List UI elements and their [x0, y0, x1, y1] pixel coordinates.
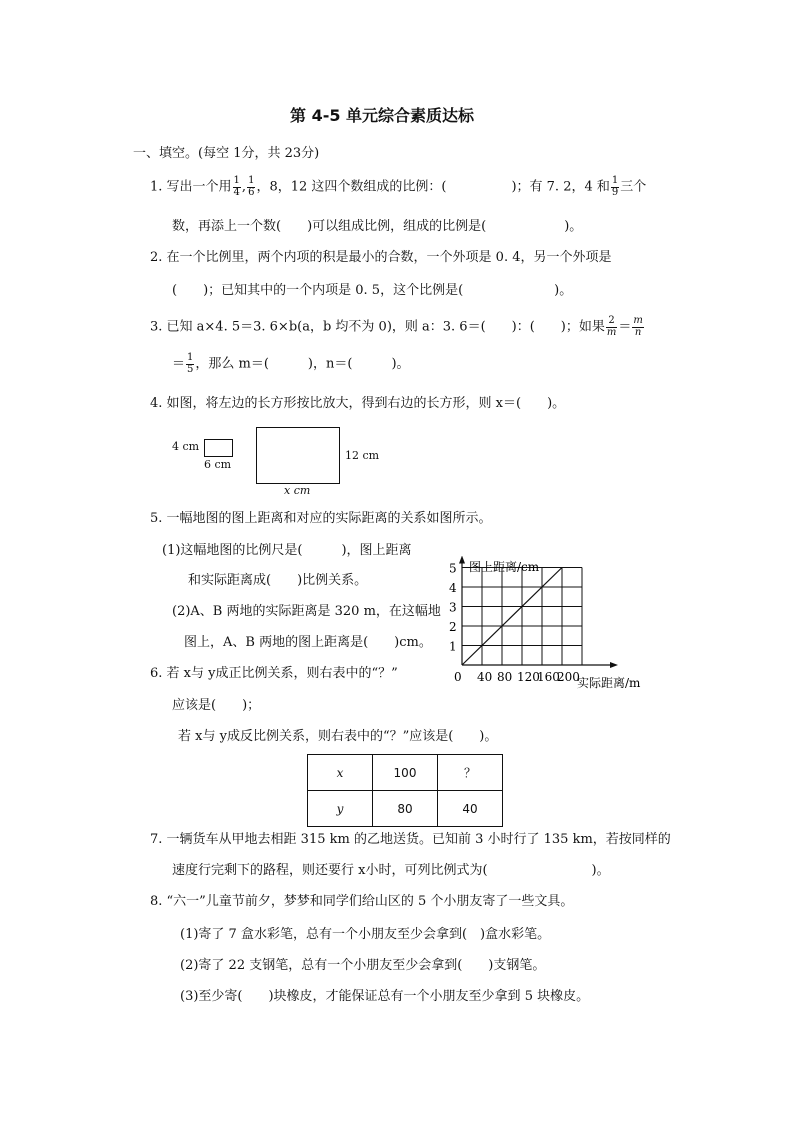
- y-tick-label: 4: [449, 581, 457, 595]
- q3-text-b: ，那么 m＝( )，n＝( )。: [195, 356, 410, 372]
- fraction-one-fifth: $\frac{1}{5}$: [187, 352, 194, 375]
- chart-ticks: [449, 562, 580, 685]
- question-6-line-2: 应该是( )；: [172, 698, 261, 713]
- question-3-line-2: [172, 353, 410, 376]
- q1-text-a: 1. 写出一个用: [150, 179, 232, 195]
- q1-text-b: ，8，12 这四个数组成的比例：( )；有 7. 2，4 和: [256, 179, 610, 195]
- question-3-line-1: [150, 316, 645, 339]
- question-8: 8. “六一”儿童节前夕，梦梦和同学们给山区的 5 个小朋友寄了一些文具。: [150, 894, 574, 909]
- x-tick-label: 80: [497, 670, 513, 684]
- question-8-part-2: (2)寄了 22 支钢笔，总有一个小朋友至少会拿到( )支钢笔。: [180, 958, 546, 973]
- x-tick-label: 160: [537, 670, 560, 684]
- q3-text-a: 3. 已知 a×4. 5＝3. 6×b(a，b 均不为 0)，则 a：3. 6＝( )：( )；如果: [150, 319, 605, 335]
- y-axis-label: 图上距离/cm: [469, 560, 540, 574]
- chart-grid: [462, 568, 582, 666]
- x-axis-label: 实际距离/m: [577, 676, 641, 690]
- fraction-one-ninth: $\frac{1}{9}$: [611, 175, 619, 198]
- q3-equals-2: ＝: [172, 356, 186, 372]
- table-cell: x: [308, 755, 373, 791]
- fraction-one-quarter: $\frac{1}{4}$: [233, 175, 240, 198]
- x-tick-label: 200: [557, 670, 580, 684]
- question-8-part-3: (3)至少寄( )块橡皮，才能保证总有一个小朋友至少拿到 5 块橡皮。: [180, 989, 590, 1004]
- small-rect-width-label: 6 cm: [204, 458, 232, 471]
- question-2-line-2: ( )；已知其中的一个内项是 0. 5，这个比例是( )。: [172, 283, 573, 298]
- question-8-part-1: (1)寄了 7 盒水彩笔，总有一个小朋友至少会拿到( )盒水彩笔。: [180, 927, 551, 942]
- question-5-part-2a: (2)A、B 两地的实际距离是 320 m，在这幅地: [172, 604, 441, 619]
- series-line: [462, 568, 562, 666]
- y-tick-label: 2: [449, 620, 457, 634]
- xy-table: [307, 754, 503, 827]
- question-1-line-1: [150, 176, 646, 199]
- y-tick-label: 1: [449, 639, 457, 654]
- small-rect-height-label: 4 cm: [172, 440, 200, 453]
- fraction-two-over-m: $\frac{2}{m}$: [606, 315, 617, 338]
- question-6-line-1: 6. 若 x与 y成正比例关系，则右表中的“？”: [150, 666, 398, 681]
- table-row: [308, 755, 503, 791]
- large-rectangle: [256, 427, 340, 484]
- question-1-line-2: 数，再添上一个数( )可以组成比例，组成的比例是( )。: [172, 219, 583, 234]
- fraction-m-over-n: $\frac{m}{n}$: [633, 315, 643, 338]
- chart-series: [462, 568, 562, 666]
- distance-chart: [445, 556, 705, 696]
- small-rectangle: [204, 439, 233, 457]
- table-cell: 100: [373, 755, 438, 791]
- table-row: [308, 791, 503, 827]
- question-7-line-1: 7. 一辆货车从甲地去相距 315 km 的乙地送货。已知前 3 小时行了 135 km，若按同样的: [150, 832, 671, 847]
- question-5-part-2b: 图上，A、B 两地的图上距离是( )cm。: [184, 635, 432, 650]
- q1-text-c: 三个: [620, 179, 647, 195]
- y-tick-label: 5: [449, 561, 457, 576]
- question-5-part-1b: 和实际距离成( )比例关系。: [188, 573, 368, 588]
- question-5-part-1a: (1)这幅地图的比例尺是( )，图上距离: [162, 543, 412, 558]
- question-5: 5. 一幅地图的图上距离和对应的实际距离的关系如图所示。: [150, 511, 492, 526]
- question-4: 4. 如图，将左边的长方形按比放大，得到右边的长方形，则 x＝( )。: [150, 396, 566, 411]
- question-2-line-1: 2. 在一个比例里，两个内项的积是最小的合数，一个外项是 0. 4，另一个外项是: [150, 250, 612, 265]
- table-cell: 40: [438, 791, 503, 827]
- table-cell: y: [308, 791, 373, 827]
- question-7-line-2: 速度行完剩下的路程，则还要行 x小时，可列比例式为( )。: [172, 863, 610, 878]
- fraction-one-sixth: $\frac{1}{6}$: [248, 175, 255, 198]
- y-axis-arrow: [459, 556, 465, 564]
- table-cell: 80: [373, 791, 438, 827]
- large-rect-width-label: x cm: [284, 484, 311, 497]
- x-tick-label: 120: [517, 670, 540, 684]
- q3-equals: ＝: [618, 319, 632, 335]
- table-cell: ？: [438, 755, 503, 791]
- section-heading: 一、填空。(每空 1分，共 23分): [133, 146, 320, 161]
- x-tick-label: 40: [477, 670, 493, 684]
- large-rect-height-label: 12 cm: [345, 449, 380, 462]
- y-tick-label: 3: [449, 600, 457, 615]
- x-tick-label: 0: [454, 670, 462, 684]
- q1-comma: ,: [241, 179, 247, 195]
- question-6-line-3: 若 x与 y成反比例关系，则右表中的“？”应该是( )。: [178, 729, 498, 744]
- page-title: 第 4-5 单元综合素质达标: [290, 106, 475, 125]
- x-axis-arrow: [610, 662, 618, 668]
